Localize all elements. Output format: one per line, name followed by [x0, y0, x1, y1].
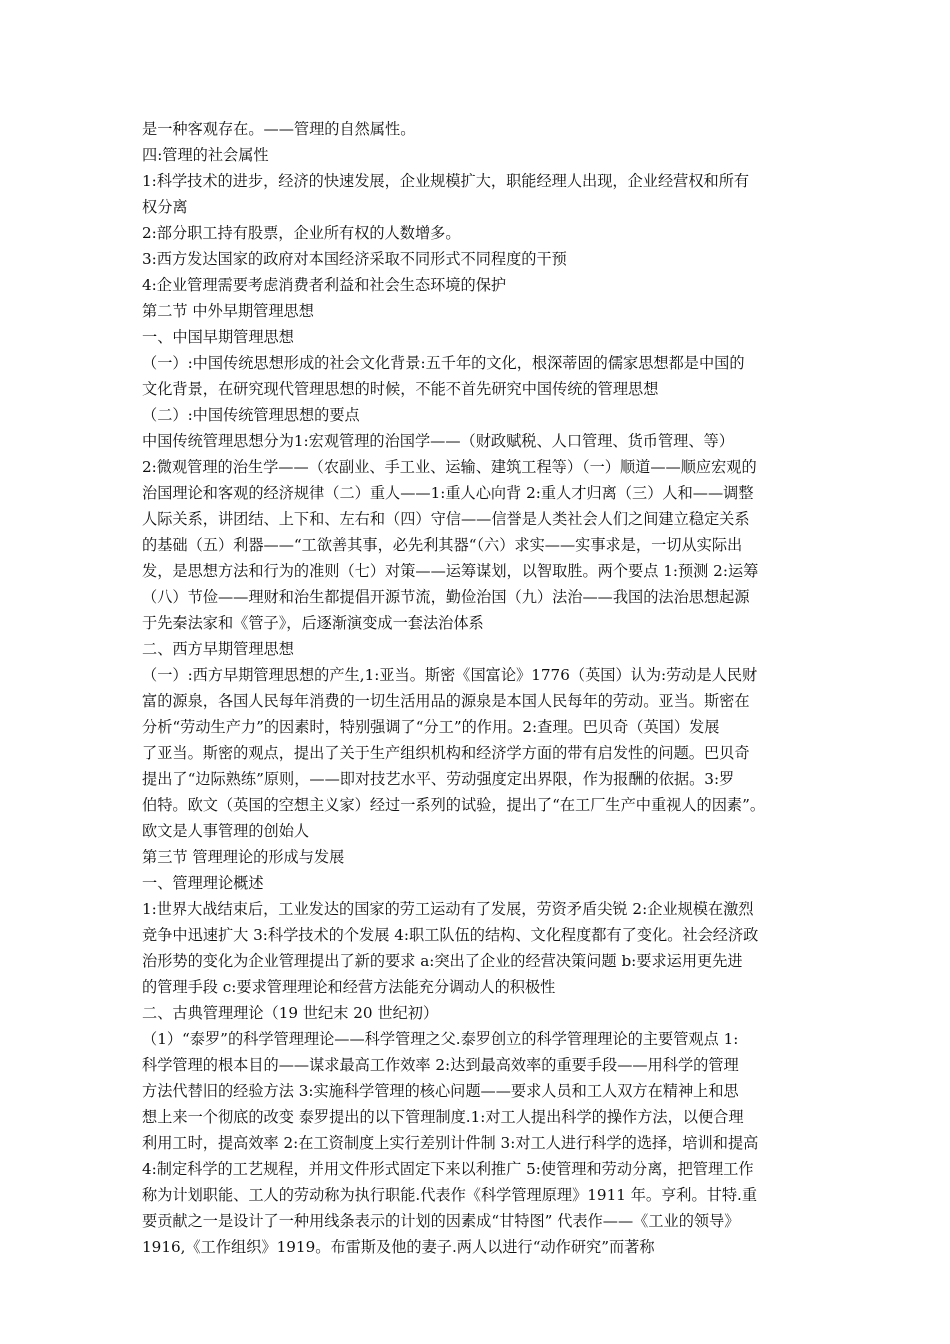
text-line: 4:企业管理需要考虑消费者利益和社会生态环境的保护	[142, 276, 507, 294]
text-line: 2:微观管理的治生学——（农副业、手工业、运输、建筑工程等）（一）顺道——顺应宏观的	[142, 458, 757, 476]
document-page	[142, 116, 812, 1260]
text-line: 人际关系，讲团结、上下和、左右和（四）守信——信誉是人类社会人们之间建立稳定关系	[142, 510, 750, 528]
text-line: 于先秦法家和《管子》，后逐渐演变成一套法治体系	[142, 614, 484, 632]
text-line: 文化背景，在研究现代管理思想的时候，不能不首先研究中国传统的管理思想	[142, 380, 659, 398]
text-line: 伯特。欧文（英国的空想主义家）经过一系列的试验，提出了“在工厂生产中重视人的因素”。	[142, 796, 766, 814]
text-line: 富的源泉，各国人民每年消费的一切生活用品的源泉是本国人民每年的劳动。亚当。斯密在	[142, 692, 750, 710]
text-line: 分析“劳动生产力”的因素时，特别强调了“分工”的作用。2:查理。巴贝奇（英国）发展	[142, 718, 720, 736]
text-line: 提出了“边际熟练”原则，——即对技艺水平、劳动强度定出界限，作为报酬的依据。3:罗	[142, 770, 735, 788]
text-line: 二、西方早期管理思想	[142, 640, 294, 658]
text-line: （1）“泰罗”的科学管理理论——科学管理之父.泰罗创立的科学管理理论的主要管观点 1:	[142, 1030, 739, 1048]
text-line: 2:部分职工持有股票，企业所有权的人数增多。	[142, 224, 461, 242]
text-line: 四:管理的社会属性	[142, 146, 269, 164]
text-line: 3:西方发达国家的政府对本国经济采取不同形式不同程度的干预	[142, 250, 567, 268]
text-line: 要贡献之一是设计了一种用线条表示的计划的因素成“甘特图” 代表作——《工业的领导》	[142, 1212, 740, 1230]
text-line: 利用工时，提高效率 2:在工资制度上实行差别计件制 3:对工人进行科学的选择，培训和提高	[142, 1134, 759, 1152]
text-line: 的管理手段 c:要求管理理论和经营方法能充分调动人的积极性	[142, 978, 556, 996]
text-line: 1916,《工作组织》1919。布雷斯及他的妻子.两人以进行“动作研究”而著称	[142, 1238, 655, 1256]
text-line: 一、管理理论概述	[142, 874, 264, 892]
text-line: 了亚当。斯密的观点，提出了关于生产组织机构和经济学方面的带有启发性的问题。巴贝奇	[142, 744, 750, 762]
text-line: 想上来一个彻底的改变 泰罗提出的以下管理制度.1:对工人提出科学的操作方法，以便合理	[142, 1108, 744, 1126]
text-line: （二）:中国传统管理思想的要点	[142, 406, 360, 424]
text-line: 中国传统管理思想分为1:宏观管理的治国学——（财政赋税、人口管理、货币管理、等）	[142, 432, 734, 450]
text-line: 治形势的变化为企业管理提出了新的要求 a:突出了企业的经营决策问题 b:要求运用更先进	[142, 952, 743, 970]
text-line: 二、古典管理理论（19 世纪末 20 世纪初）	[142, 1004, 439, 1022]
text-line: 1:科学技术的进步，经济的快速发展，企业规模扩大，职能经理人出现，企业经营权和所有	[142, 172, 750, 190]
text-line: （八）节俭——理财和治生都提倡开源节流，勤俭治国（九）法治——我国的法治思想起源	[142, 588, 750, 606]
text-line: 一、中国早期管理思想	[142, 328, 294, 346]
text-line: 科学管理的根本目的——谋求最高工作效率 2:达到最高效率的重要手段——用科学的管理	[142, 1056, 739, 1074]
text-line: 方法代替旧的经验方法 3:实施科学管理的核心问题——要求人员和工人双方在精神上和思	[142, 1082, 739, 1100]
text-line: 第二节 中外早期管理思想	[142, 302, 314, 320]
text-line: 权分离	[142, 198, 188, 216]
text-line: 是一种客观存在。——管理的自然属性。	[142, 120, 416, 138]
text-line: （一）:西方早期管理思想的产生,1:亚当。斯密《国富论》1776（英国）认为:劳动是人民财	[142, 666, 758, 684]
text-line: 4:制定科学的工艺规程，并用文件形式固定下来以利推广 5:使管理和劳动分离，把管理工作	[142, 1160, 754, 1178]
text-line: 的基础（五）利器——“工欲善其事，必先利其器“（六）求实——实事求是，一切从实际出	[142, 536, 743, 554]
text-line: （一）:中国传统思想形成的社会文化背景:五千年的文化，根深蒂固的儒家思想都是中国的	[142, 354, 745, 372]
text-line: 欧文是人事管理的创始人	[142, 822, 310, 840]
text-line: 治国理论和客观的经济规律（二）重人——1:重人心向背 2:重人才归离（三）人和——调整	[142, 484, 754, 502]
text-line: 1:世界大战结束后，工业发达的国家的劳工运动有了发展，劳资矛盾尖锐 2:企业规模在激烈	[142, 900, 754, 918]
text-line: 竞争中迅速扩大 3:科学技术的个发展 4:职工队伍的结构、文化程度都有了变化。社会经济政	[142, 926, 759, 944]
text-line: 称为计划职能、工人的劳动称为执行职能.代表作《科学管理原理》1911 年。亨利。甘特.重	[142, 1186, 758, 1204]
text-line: 发，是思想方法和行为的准则（七）对策——运筹谋划，以智取胜。两个要点 1:预测 2:运筹	[142, 562, 759, 580]
text-line: 第三节 管理理论的形成与发展	[142, 848, 345, 866]
